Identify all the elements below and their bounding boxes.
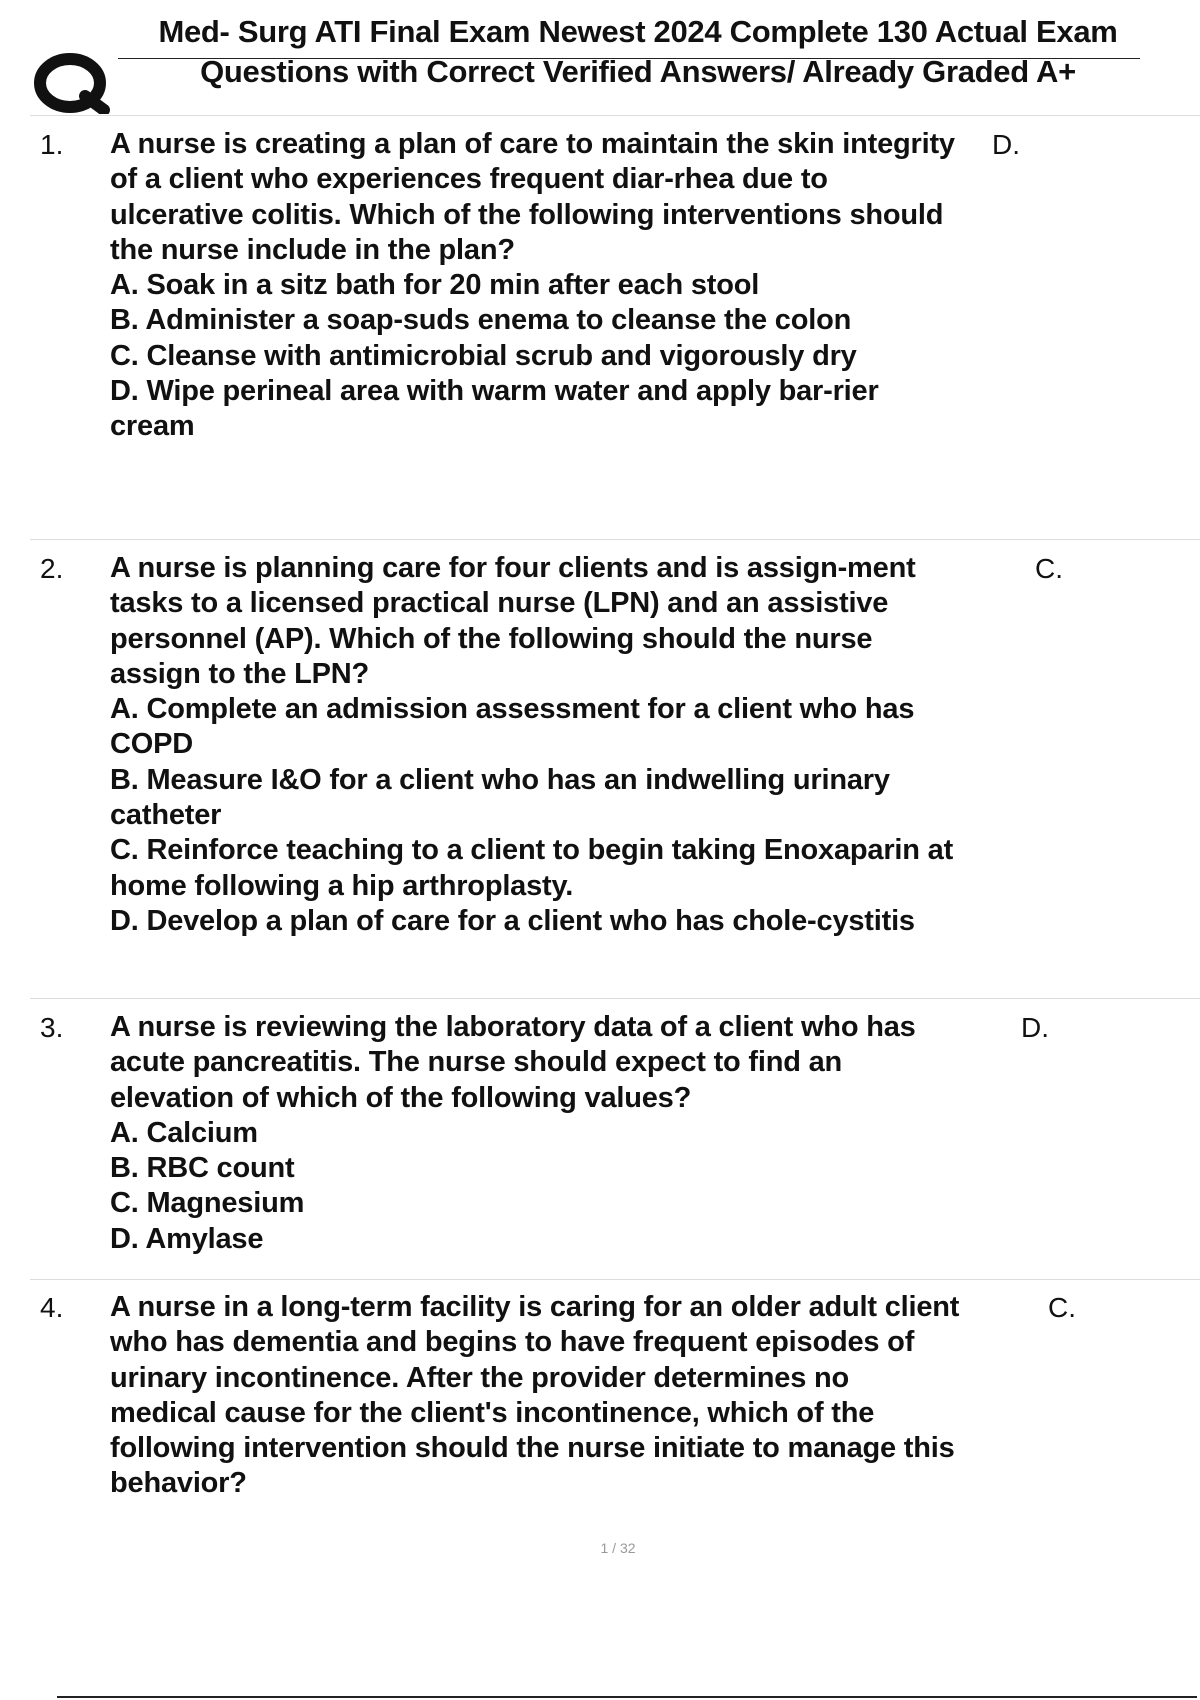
correct-answer: C. (1048, 1292, 1076, 1323)
quizlet-logo-icon (30, 52, 112, 114)
correct-answer: D. (1021, 1012, 1049, 1043)
correct-answer: D. (992, 129, 1020, 160)
answer-option: A. Soak in a sitz bath for 20 min after each stool (110, 269, 760, 302)
answer-option: C. Reinforce teaching to a client to begin taking Enoxaparin at home following a hip arthroplasty. (110, 834, 954, 902)
title-line-2: Questions with Correct Verified Answers/ Already Graded A+ (200, 54, 1076, 89)
question-body (110, 1010, 960, 1257)
question-body (110, 127, 960, 445)
question-number: 3. (40, 1012, 64, 1043)
answer-option: A. Complete an admission assessment for a client who has COPD (110, 693, 915, 761)
question-number: 2. (40, 553, 64, 584)
question-body (110, 1290, 960, 1502)
title-underline (118, 58, 1140, 59)
question-stem: A nurse in a long-term facility is caring for an older adult client who has dementia and begins to have frequent episodes of urinary incontinence. After the provider determines no medical cause for the client's incontinence, which of the following intervention should the nurse initiate to manage this behavior? (110, 1291, 960, 1500)
question-number: 4. (40, 1292, 64, 1323)
header-divider (30, 115, 1200, 116)
page-indicator: 1 / 32 (600, 1540, 636, 1556)
question-stem: A nurse is planning care for four clients and is assign-ment tasks to a licensed practical nurse (LPN) and an assistive personnel (AP). Which of the following should the nurse assign to the LPN? (110, 552, 916, 690)
page-bottom-rule (57, 1696, 1197, 1698)
question-stem: A nurse is reviewing the laboratory data of a client who has acute pancreatitis. The nurse should expect to find an elevation of which of the following values? (110, 1011, 916, 1114)
answer-option: D. Wipe perineal area with warm water and apply bar-rier cream (110, 375, 879, 443)
answer-option: C. Magnesium (110, 1187, 305, 1220)
answer-option: B. Administer a soap-suds enema to cleanse the colon (110, 304, 852, 337)
question-divider (30, 998, 1200, 999)
document-title (118, 12, 1158, 92)
answer-option: D. Develop a plan of care for a client who has chole-cystitis (110, 904, 915, 937)
question-body (110, 551, 960, 939)
correct-answer: C. (1035, 553, 1063, 584)
answer-option: B. Measure I&O for a client who has an indwelling urinary catheter (110, 763, 890, 832)
answer-option: B. RBC count (110, 1152, 295, 1185)
question-divider (30, 539, 1200, 540)
question-stem: A nurse is creating a plan of care to maintain the skin integrity of a client who experiences frequent diar-rhea due to ulcerative colitis. Which of the following interventions should the nurse include in the plan? (110, 128, 955, 266)
answer-option: A. Calcium (110, 1116, 258, 1149)
answer-option: D. Amylase (110, 1222, 264, 1255)
answer-option: C. Cleanse with antimicrobial scrub and vigorously dry (110, 339, 857, 372)
question-number: 1. (40, 129, 64, 160)
title-line-1: Med- Surg ATI Final Exam Newest 2024 Complete 130 Actual Exam (158, 14, 1118, 49)
question-divider (30, 1279, 1200, 1280)
